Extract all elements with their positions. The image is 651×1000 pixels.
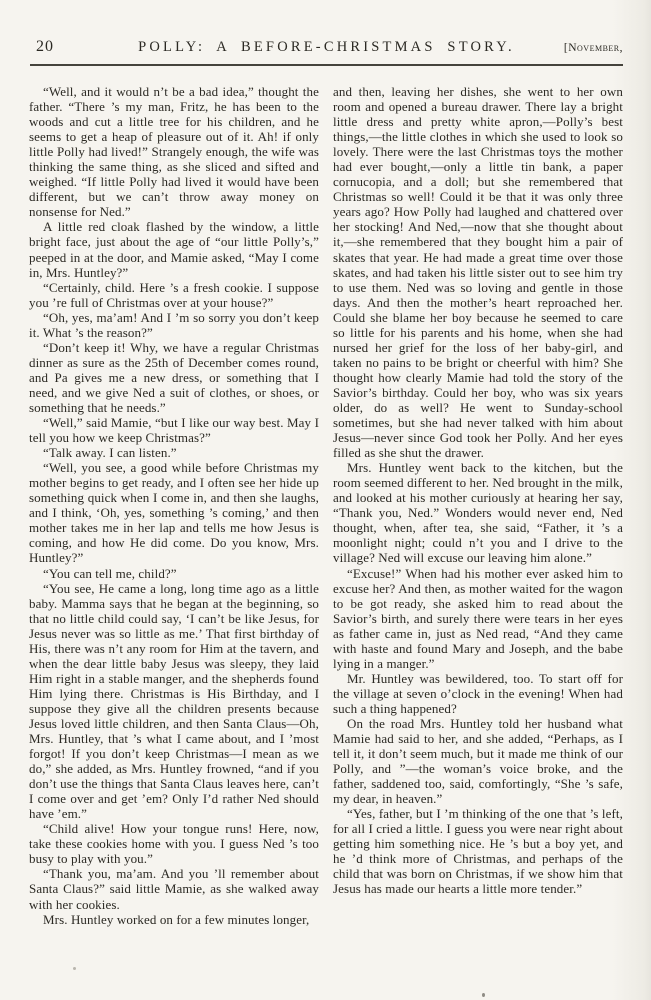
paragraph: Mrs. Huntley worked on for a few minutes longer, (43, 911, 310, 927)
paragraph: “You can tell me, child?” (43, 565, 177, 581)
paragraph: A little red cloak flashed by the window, a little bright face, just about the age of “our little Polly’s,” peeped in at the door, and Mamie asked, “May I come in, Mrs. Huntley?” (29, 219, 319, 280)
text-body (29, 84, 623, 1000)
running-title: POLLY: A BEFORE-CHRISTMAS STORY. (138, 39, 515, 55)
paragraph: On the road Mrs. Huntley told her husband what Mamie had said to her, and she added, “Perhaps, as I tell it, it don’t seem much, but it made me think of our Polly, and ”—the woman’s voice broke, and the father, saddened too, said, comfortingly, “She ’s safe, my dear, in heaven.” (333, 715, 623, 807)
paragraph: “Well, you see, a good while before Christmas my mother begins to get ready, and I often see her hide up something quick when I come in, and then she laughs, and I think, ‘Oh, yes, something ’s coming,’ and then mother takes me in her lap and tells me how Jesus is coming, and how He did come. Do you know, Mrs. Huntley?” (29, 460, 319, 566)
paragraph: “Yes, father, but I ’m thinking of the one that ’s left, for all I cried a little. I guess you were near right about getting him something nice. He ’s but a boy yet, and he ’d think more of Christmas, and perhaps of the child that was born on Christmas, if we show him that Jesus has made our hearts a little more tender.” (333, 806, 623, 897)
column-left (29, 84, 319, 1000)
paragraph: “Well, and it would n’t be a bad idea,” thought the father. “There ’s my man, Fritz, he has been to the woods and cut a little tree for his children, and he seems to get a heap of pleasure out of it. Ah! if only little Polly had lived!” Strangely enough, the wife was thinking the same thing, as she sliced and sifted and weighed. “If little Polly had lived it would have been different, but we can’t throw away money on nonsense for Ned.” (29, 84, 319, 220)
paragraph: “Talk away. I can listen.” (43, 445, 177, 461)
page-header (30, 38, 623, 60)
issue-label: [November, (563, 42, 623, 54)
paragraph: “Certainly, child. Here ’s a fresh cookie. I suppose you ’re full of Christmas over at your house?” (29, 279, 319, 310)
paragraph: “Don’t keep it! Why, we have a regular Christmas dinner as sure as the 25th of December comes round, and Pa gives me a new dress, or something that I need, and we give Ned a suit of clothes, or shoes, or something that he needs.” (29, 339, 319, 415)
scan-speck (482, 993, 485, 997)
paragraph: “Excuse!” When had his mother ever asked him to excuse her? And then, as mother waited for the wagon to be got ready, she asked him to read about the Savior’s birth, and surely there were tears in her eyes as father came in, just as Ned read, “And they came with haste and found Mary and Joseph, and the babe lying in a manger.” (333, 565, 623, 671)
paragraph: “Oh, yes, ma’am! And I ’m so sorry you don’t keep it. What ’s the reason?” (29, 309, 319, 340)
paragraph: Mr. Huntley was bewildered, too. To start off for the village at seven o’clock in the evening! When had such a thing happened? (333, 670, 623, 716)
paragraph: Mrs. Huntley went back to the kitchen, but the room seemed different to her. Ned brought in the milk, and looked at his mother curiously at hearing her say, “Thank you, Ned.” Wonders would never end, Ned thought, when, after tea, she said, “Father, it ’s a moonlight night; could n’t you and I drive to the village? Ned will excuse our leaving him alone.” (333, 460, 624, 566)
column-right (333, 84, 623, 1000)
scan-speck (73, 967, 76, 970)
paragraph: “Child alive! How your tongue runs! Here, now, take these cookies home with you. I guess Ned ’s too busy to play with you.” (29, 821, 319, 867)
paragraph: “Well,” said Mamie, “but I like our way best. May I tell you how we keep Christmas?” (29, 415, 319, 446)
page-number: 20 (36, 38, 54, 55)
paragraph: “You see, He came a long, long time ago as a little baby. Mamma says that he began at the beginning, so that no little child could say, ‘I can’t be like Jesus, for Jesus never was so little as me.’ That first birthday of His, there was n’t any room for Him at the tavern, and when the dear little baby Jesus was sleepy, they laid Him right in a stable manger, and the shepherds found Him lying there. Christmas is His Birthday, and I suppose they give all the children presents because Jesus loved little children, and then Santa Claus—Oh, Mrs. Huntley, that ’s what I came about, and I ’most forgot! If you don’t keep Christmas—I mean as we do,” she added, as Mrs. Huntley frowned, “and if you don’t use the things that Santa Claus leaves here, can’t I come over and get ’em? Only I’d rather Ned should have ’em.” (29, 580, 319, 822)
paragraph: “Thank you, ma’am. And you ’ll remember about Santa Claus?” said little Mamie, as she walked away with her cookies. (29, 866, 319, 912)
header-rule (30, 64, 623, 66)
paragraph: and then, leaving her dishes, she went to her own room and opened a bureau drawer. There lay a bright little dress and pretty white apron,—Polly’s best things,—the little clothes in which she used to look so lovely. There were the last Christmas toys the mother had ever bought,—only a little tin bank, a paper cornucopia, and a doll; but she remembered that Christmas so well! Could it be that it was only three years ago? How Polly had laughed and chattered over her stocking! And Ned,—now that she thought about it,—she remembered that they bought him a pair of skates that year. He had made a great time over those skates, and had taken his little sister out to see him try to use them. Ned was so loving and gentle in those days. And then the mother’s heart reproached her. Could she blame her boy because he seemed to care so little for his parents and his home, when she had nursed her grief for the loss of her baby-girl, and taken no pains to be bright or cheerful with him? She thought how clearly Mamie had told the story of the Savior’s birthday. Could her boy, who was six years older, do as well? He went to Sunday-school sometimes, but she had never talked with him about Jesus—never since God took her Polly. And her eyes filled as she shut the drawer. (333, 84, 623, 461)
